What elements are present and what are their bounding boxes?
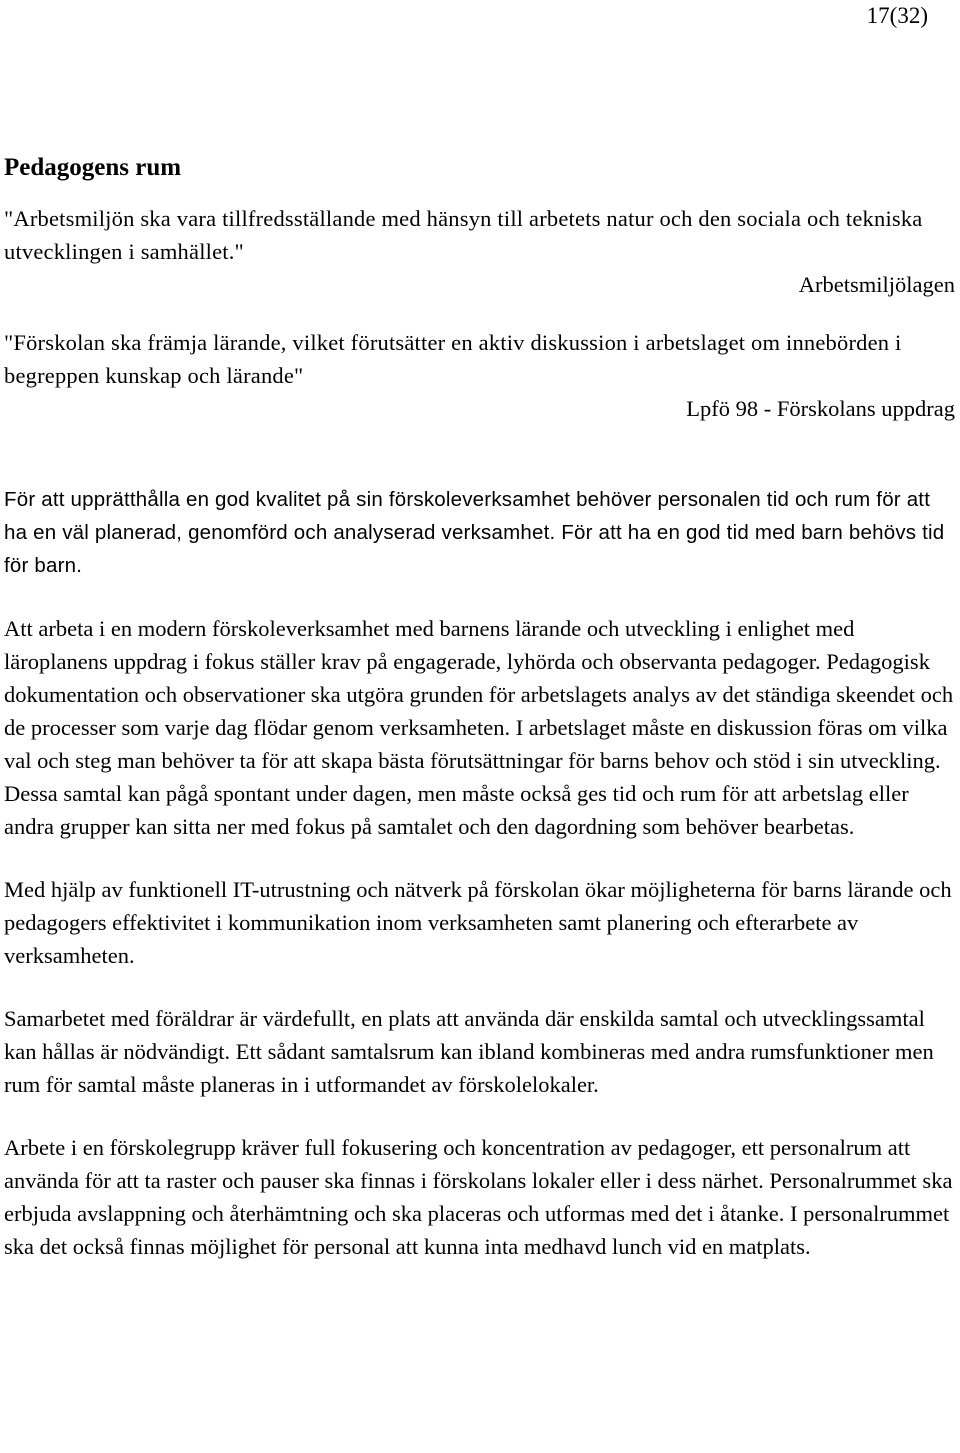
- section-heading: Pedagogens rum: [4, 154, 182, 181]
- document-body: [4, 150, 959, 1293]
- paragraph-quality: För att upprätthålla en god kvalitet på sin förskoleverksamhet behöver personalen tid och rum för att ha en väl planerad, genomförd och analyserad verksamhet. För att ha en god tid med barn behövs tid för barn.: [4, 488, 945, 577]
- quote-source: Lpfö 98 - Förskolans uppdrag: [686, 396, 955, 421]
- paragraph-modern-preschool: Att arbeta i en modern förskoleverksamhet med barnens lärande och utveckling i enlighet med läroplanens uppdrag i fokus ställer krav på engagerade, lyhörda och observanta pedagoger. Pedagogisk dokumentation och observationer ska utgöra grunden för arbetslagets analys av det ständiga skeendet och de processer som varje dag flödar genom verksamheten. I arbetslaget måste en diskussion föras om vilka val och steg man behöver ta för att skapa bästa förutsättningar för barns behov och stöd i sin utveckling. Dessa samtal kan pågå spontant under dagen, men måste också ges tid och rum för att arbetslag eller andra grupper kan sitta ner med fokus på samtalet och den dagordning som behöver bearbetas.: [4, 616, 954, 839]
- paragraph-staff-room: Arbete i en förskolegrupp kräver full fokusering och koncentration av pedagoger, ett personalrum att använda för att ta raster och pauser ska finnas i förskolans lokaler eller i dess närhet. Personalrummet ska erbjuda avslappning och återhämtning och ska placeras och utformas med det i åtanke. I personalrummet ska det också finnas möjlighet för personal att kunna inta medhavd lunch vid en matplats.: [4, 1135, 953, 1259]
- page-number: 17(32): [866, 3, 928, 28]
- paragraph-it-equipment: Med hjälp av funktionell IT-utrustning och nätverk på förskolan ökar möjligheterna för barns lärande och pedagogers effektivitet i kommunikation inom verksamheten samt planering och efterarbete av verksamheten.: [4, 877, 952, 968]
- quote-source: Arbetsmiljölagen: [798, 272, 955, 297]
- quote-block-1: [4, 202, 959, 301]
- quote-text: "Förskolan ska främja lärande, vilket förutsätter en aktiv diskussion i arbetslaget om innebörden i begreppen kunskap och lärande": [4, 330, 902, 388]
- quote-text: "Arbetsmiljön ska vara tillfredsställande med hänsyn till arbetets natur och den sociala och tekniska utvecklingen i samhället.": [4, 206, 923, 264]
- quote-block-2: [4, 326, 959, 425]
- paragraph-parent-collaboration: Samarbetet med föräldrar är värdefullt, en plats att använda där enskilda samtal och utvecklingssamtal kan hållas är nödvändigt. Ett sådant samtalsrum kan ibland kombineras med andra rumsfunktioner men rum för samtal måste planeras in i utformandet av förskolelokaler.: [4, 1006, 934, 1097]
